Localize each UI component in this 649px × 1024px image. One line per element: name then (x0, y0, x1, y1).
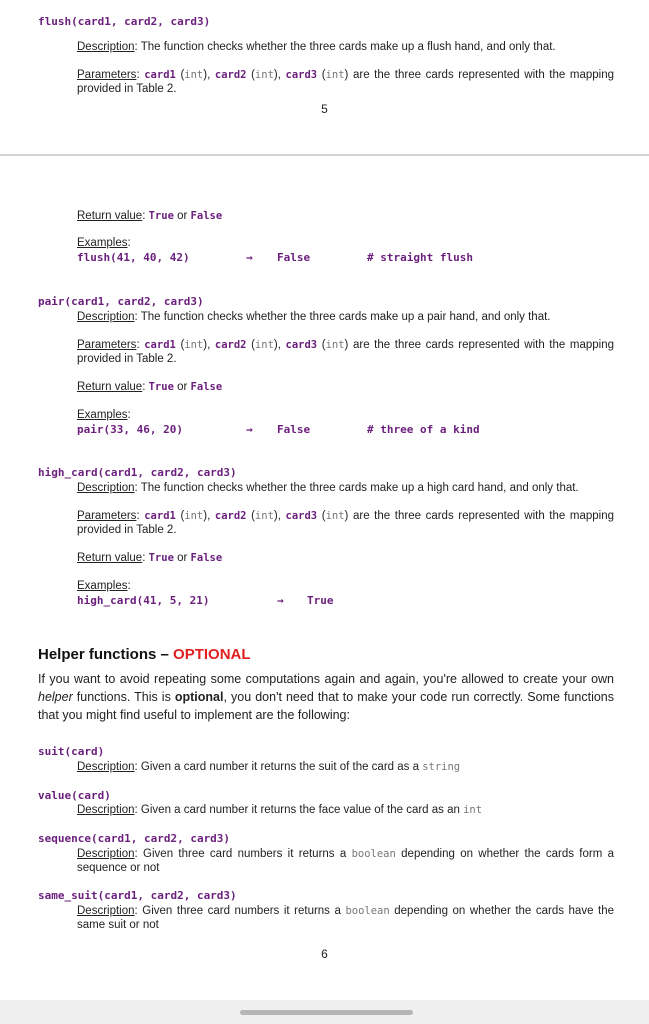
arrow-icon: → (277, 594, 284, 607)
type: boolean (351, 848, 396, 860)
function-signature-pair: pair(card1, card2, card3) (38, 295, 204, 308)
examples-label: Examples: (77, 409, 131, 421)
page-number: 5 (321, 102, 328, 116)
flush-parameters: Parameters: card1 (int), card2 (int), card3 (int) are the three cards represented with the mapping provided in Table 2. (77, 69, 615, 95)
examples-text: Examples (77, 580, 128, 592)
examples-text: Examples (77, 237, 128, 249)
example-call: pair(33, 46, 20) (77, 423, 183, 436)
param: card3 (285, 69, 318, 81)
type: boolean (345, 905, 390, 917)
text: functions. This is (72, 690, 175, 704)
param: card1 (144, 510, 176, 522)
or-text: or (177, 381, 188, 393)
param: card2 (214, 339, 247, 351)
type: int (325, 510, 345, 522)
description-text: depending on whether the cards have the same suit or not (77, 905, 615, 931)
description-text: depending on whether the cards form a sequence or not (77, 848, 614, 874)
text: If you want to avoid repeating some computations again and again, you're allowed to create your own (38, 672, 614, 686)
flush-description: Description: The function checks whether the three cards make up a flush hand, and only that. (77, 41, 556, 53)
optional-label: OPTIONAL (173, 646, 251, 663)
params-text: are the three cards represented with the mapping provided in Table 2. (77, 69, 615, 95)
example-result: False (277, 251, 311, 264)
param: card3 (285, 510, 318, 522)
params-text: are the three cards represented with the mapping provided in Table 2. (77, 339, 615, 365)
description-label: Description (77, 905, 135, 917)
params-text: are the three cards represented with the mapping provided in Table 2. (77, 510, 615, 536)
true-value: True (148, 552, 174, 564)
heading-text: Helper functions – (38, 646, 174, 663)
navigation-bar (0, 1000, 649, 1024)
description-text: Given three card numbers it returns a (143, 848, 352, 860)
example-call: high_card(41, 5, 21) (77, 594, 210, 607)
function-signature-sequence: sequence(card1, card2, card3) (38, 832, 231, 845)
page-divider (0, 154, 649, 156)
description-text: The function checks whether the three cards make up a pair hand, and only that. (140, 311, 551, 323)
example-call: flush(41, 40, 42) (77, 251, 190, 264)
type: string (422, 761, 461, 773)
description-label: Description (77, 482, 135, 494)
true-value: True (148, 210, 174, 222)
example-comment: # three of a kind (367, 423, 480, 436)
type: int (463, 804, 483, 816)
text: , you don't need that to make your code run correctly. Some functions that you might find useful to implement are the following: (38, 690, 614, 722)
function-signature-high-card: high_card(card1, card2, card3) (38, 466, 237, 479)
description-label: Description (77, 41, 135, 53)
type: int (325, 339, 345, 351)
examples-label: Examples: (77, 580, 131, 592)
param: card3 (285, 339, 318, 351)
function-signature-flush: flush(card1, card2, card3) (38, 15, 211, 28)
same-suit-description: Description: Given three card numbers it returns a boolean depending on whether the cards have the same suit or not (77, 905, 615, 931)
description-text: The function checks whether the three cards make up a high card hand, and only that. (140, 482, 579, 494)
description-text: Given a card number it returns the face value of the card as an (140, 804, 464, 816)
description-label: Description (77, 804, 135, 816)
home-gesture-handle[interactable] (240, 1010, 413, 1015)
helper-paragraph (38, 670, 614, 724)
true-value: True (148, 381, 174, 393)
example-result: False (277, 423, 311, 436)
type: int (254, 510, 274, 522)
flush-return: Return value: True or False (77, 210, 223, 222)
pair-return: Return value: True or False (77, 381, 223, 393)
examples-text: Examples (77, 409, 128, 421)
type: int (184, 510, 204, 522)
high-card-parameters: Parameters: card1 (int), card2 (int), card3 (int) are the three cards represented with the mapping provided in Table 2. (77, 510, 615, 536)
parameters-label: Parameters (77, 339, 137, 351)
high-card-description: Description: The function checks whether the three cards make up a high card hand, and only that. (77, 482, 579, 494)
param: card2 (214, 69, 247, 81)
function-signature-suit: suit(card) (38, 745, 105, 758)
value-description: Description: Given a card number it returns the face value of the card as an int (77, 804, 483, 816)
example-comment: # straight flush (367, 251, 473, 264)
description-label: Description (77, 848, 135, 860)
sequence-description: Description: Given three card numbers it returns a boolean depending on whether the cards form a sequence or not (77, 848, 614, 874)
or-text: or (177, 552, 188, 564)
return-label: Return value (77, 210, 143, 222)
false-value: False (190, 552, 223, 564)
param: card2 (214, 510, 247, 522)
param: card1 (144, 339, 176, 351)
page-number: 6 (321, 947, 328, 961)
parameters-label: Parameters (77, 510, 137, 522)
return-label: Return value (77, 552, 143, 564)
type: int (254, 339, 274, 351)
text: optional (174, 690, 224, 704)
type: int (254, 69, 274, 81)
pair-parameters: Parameters: card1 (int), card2 (int), card3 (int) are the three cards represented with the mapping provided in Table 2. (77, 339, 615, 365)
param: card1 (144, 69, 176, 81)
example-result: True (307, 594, 334, 607)
return-label: Return value (77, 381, 143, 393)
type: int (184, 69, 204, 81)
description-text: Given a card number it returns the suit of the card as a (140, 761, 423, 773)
false-value: False (190, 381, 223, 393)
description-label: Description (77, 761, 135, 773)
arrow-icon: → (246, 251, 253, 264)
description-text: The function checks whether the three cards make up a flush hand, and only that. (140, 41, 556, 53)
pair-description: Description: The function checks whether the three cards make up a pair hand, and only that. (77, 311, 551, 323)
arrow-icon: → (246, 423, 253, 436)
parameters-label: Parameters (77, 69, 137, 81)
function-signature-value: value(card) (38, 789, 111, 802)
false-value: False (190, 210, 223, 222)
description-label: Description (77, 311, 135, 323)
description-text: Given three card numbers it returns a (142, 905, 346, 917)
or-text: or (177, 210, 188, 222)
type: int (184, 339, 204, 351)
text: helper (38, 690, 73, 704)
helper-heading (38, 646, 251, 663)
type: int (325, 69, 345, 81)
suit-description: Description: Given a card number it returns the suit of the card as a string (77, 761, 461, 773)
examples-label: Examples: (77, 237, 131, 249)
high-card-return: Return value: True or False (77, 552, 223, 564)
function-signature-same-suit: same_suit(card1, card2, card3) (38, 889, 237, 902)
